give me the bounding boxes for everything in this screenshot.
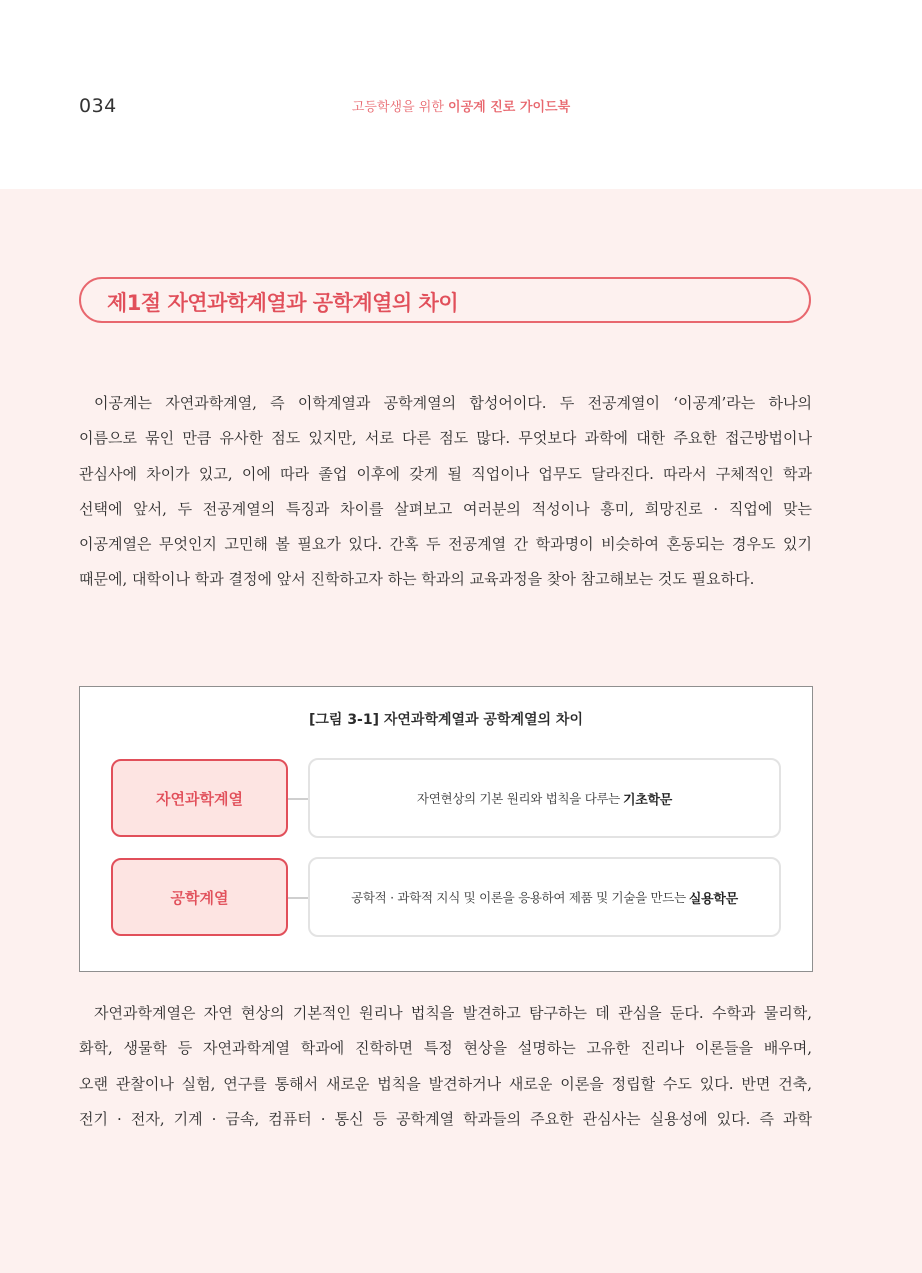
paragraph-line: 화학, 생물학 등 자연과학계열 학과에 진학하면 특정 현상을 설명하는 고유한 진리나 이론들을 배우며, <box>79 1039 812 1058</box>
section-title: 제1절 자연과학계열과 공학계열의 차이 <box>107 291 459 315</box>
paragraph-line: 자연과학계열은 자연 현상의 기본적인 원리나 법칙을 발견하고 탐구하는 데 관심을 둔다. 수학과 물리학, <box>94 1004 812 1022</box>
figure-description-emphasis: 실용학문 <box>688 891 738 907</box>
figure-description-text: 자연현상의 기본 원리와 법칙을 다루는 <box>416 791 621 806</box>
running-title-prefix: 고등학생을 위한 <box>351 100 449 115</box>
paragraph-line: 선택에 앞서, 두 전공계열의 특징과 차이를 살펴보고 여러분의 적성이나 흥미, 희망진로 · 직업에 맞는 <box>79 499 812 518</box>
paragraph-line: 전기 · 전자, 기계 · 금속, 컴퓨터 · 통신 등 공학계열 학과들의 주요한 관심사는 실용성에 있다. 즉 과학 <box>79 1109 812 1128</box>
figure-description-engineering <box>308 857 781 937</box>
figure-label-engineering: 공학계열 <box>111 858 288 936</box>
paragraph-line: 이공계열은 무엇인지 고민해 볼 필요가 있다. 간혹 두 전공계열 간 학과명이 비슷하여 혼동되는 경우도 있기 <box>79 535 812 554</box>
paragraph-line: 관심사에 차이가 있고, 이에 따라 졸업 이후에 갖게 될 직업이나 업무도 달라진다. 따라서 구체적인 학과 <box>79 464 812 483</box>
figure-caption: [그림 3-1] 자연과학계열과 공학계열의 차이 <box>309 712 583 728</box>
paragraph-line: 이공계는 자연과학계열, 즉 이학계열과 공학계열의 합성어이다. 두 전공계열이 ‘이공계’라는 하나의 <box>94 394 812 412</box>
figure-label-natural-science: 자연과학계열 <box>111 759 288 837</box>
figure-description-emphasis: 기초학문 <box>623 792 673 808</box>
figure-box <box>79 686 813 972</box>
body-paragraph <box>79 996 812 1137</box>
page-header <box>0 0 922 189</box>
intro-paragraph <box>79 386 812 598</box>
section-title-box <box>79 277 811 323</box>
running-title-bold: 이공계 진로 가이드북 <box>448 100 571 115</box>
figure-description-text: 공학적 · 과학적 지식 및 이론을 응용하여 제품 및 기술을 만드는 <box>351 890 686 905</box>
paragraph-line: 이름으로 묶인 만큼 유사한 점도 있지만, 서로 다른 점도 많다. 무엇보다 과학에 대한 주요한 접근방법이나 <box>79 429 812 448</box>
figure-connector <box>288 897 309 899</box>
paragraph-line: 때문에, 대학이나 학과 결정에 앞서 진학하고자 하는 학과의 교육과정을 찾아 참고해보는 것도 필요하다. <box>79 570 755 589</box>
paragraph-line: 오랜 관찰이나 실험, 연구를 통해서 새로운 법칙을 발견하거나 새로운 이론을 정립할 수도 있다. 반면 건축, <box>79 1074 812 1093</box>
running-title <box>0 96 922 115</box>
figure-description-natural-science <box>308 758 781 838</box>
figure-connector <box>288 798 309 800</box>
page-number: 034 <box>79 95 117 117</box>
